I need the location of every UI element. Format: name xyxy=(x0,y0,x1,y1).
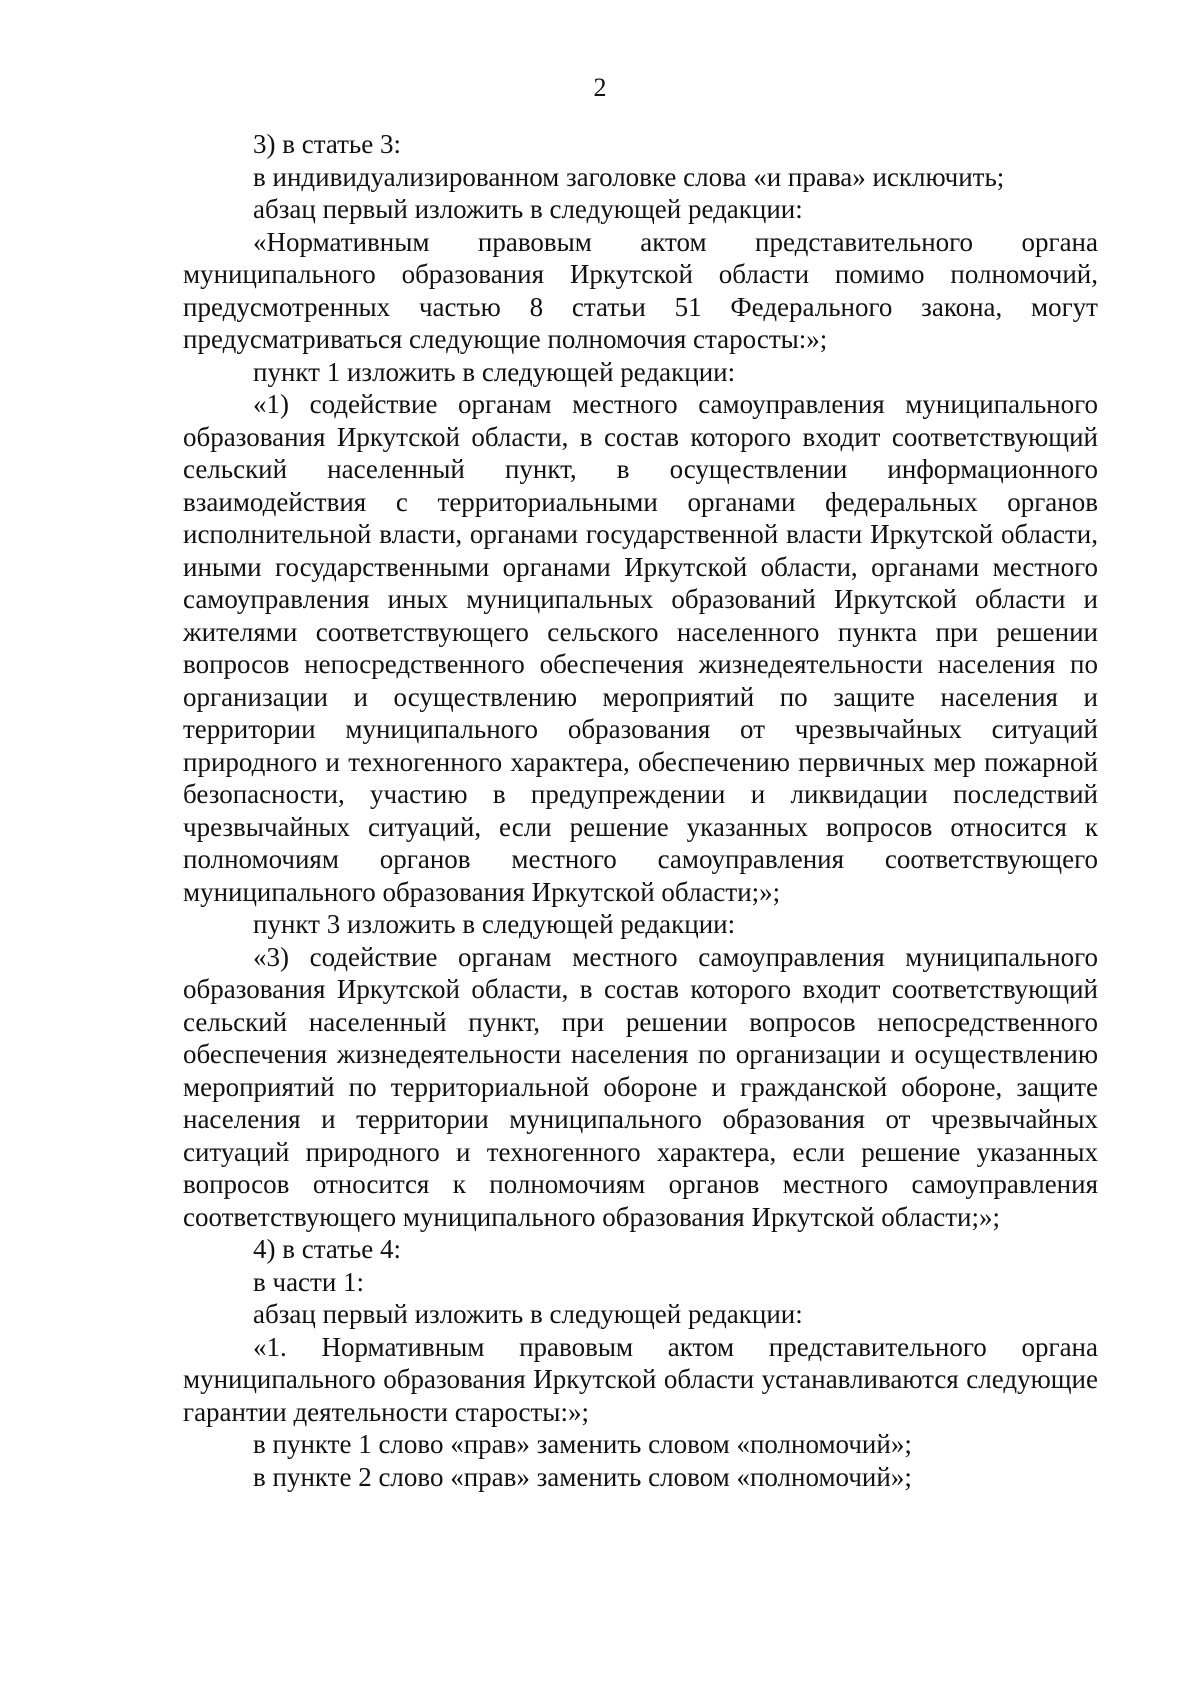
paragraph-point-1-intro: пункт 1 изложить в следующей редакции: xyxy=(253,356,736,387)
paragraph-article-4: 4) в статье 4: xyxy=(253,1234,401,1264)
paragraph-article-3: 3) в статье 3: xyxy=(253,129,401,159)
paragraph-part-1-abzac-intro: абзац первый изложить в следующей редакции: xyxy=(253,1299,803,1329)
paragraph-first-abzac-intro: абзац первый изложить в следующей редакции: xyxy=(253,194,803,224)
page-number: 2 xyxy=(593,73,607,102)
paragraph-normative-act-quote: «Нормативным правовым актом представительного органа муниципального образования Иркутской области помимо полномочий, предусмотренных частью 8 статьи 51 Федерального закона, могут предусматриваться следующие полномочия старосты:»; xyxy=(183,226,1098,354)
document-body xyxy=(183,128,1098,1493)
paragraph-part-1: в части 1: xyxy=(253,1266,365,1297)
paragraph-guarantees-quote: «1. Нормативным правовым актом представительного органа муниципального образования Иркутской области устанавливаются следующие гарантии деятельности старосты:»; xyxy=(183,1331,1098,1427)
paragraph-heading-change: в индивидуализированном заголовке слова «и права» исключить; xyxy=(253,161,1005,192)
paragraph-point-1-text: «1) содействие органам местного самоуправления муниципального образования Иркутской области, в состав которого входит соответствующий сельский населенный пункт, в осуществлении информационного взаимодействия с территориальными органами федеральных органов исполнительной власти, органами государственной власти Иркутской области, иными государственными органами Иркутской области, органами местного самоуправления иных муниципальных образований Иркутской области и жителями соответствующего сельского населенного пункта при решении вопросов непосредственного обеспечения жизнедеятельности населения по организации и осуществлению мероприятий по защите населения и территории муниципального образования от чрезвычайных ситуаций природного и техногенного характера, обеспечению первичных мер пожарной безопасности, участию в предупреждении и ликвидации последствий чрезвычайных ситуаций, если решение указанных вопросов относится к полномочиям органов местного самоуправления соответствующего муниципального образования Иркутской области;»; xyxy=(183,389,1098,907)
paragraph-point-1-replace: в пункте 1 слово «прав» заменить словом «полномочий»; xyxy=(253,1429,912,1459)
paragraph-point-3-text: «3) содействие органам местного самоуправления муниципального образования Иркутской области, в состав которого входит соответствующий сельский населенный пункт, при решении вопросов непосредственного обеспечения жизнедеятельности населения по организации и осуществлению мероприятий по территориальной обороне и гражданской обороне, защите населения и территории муниципального образования от чрезвычайных ситуаций природного и техногенного характера, если решение указанных вопросов относится к полномочиям органов местного самоуправления соответствующего муниципального образования Иркутской области;»; xyxy=(183,941,1098,1232)
paragraph-point-3-intro: пункт 3 изложить в следующей редакции: xyxy=(253,909,736,939)
paragraph-point-2-replace: в пункте 2 слово «прав» заменить словом «полномочий»; xyxy=(253,1461,912,1492)
